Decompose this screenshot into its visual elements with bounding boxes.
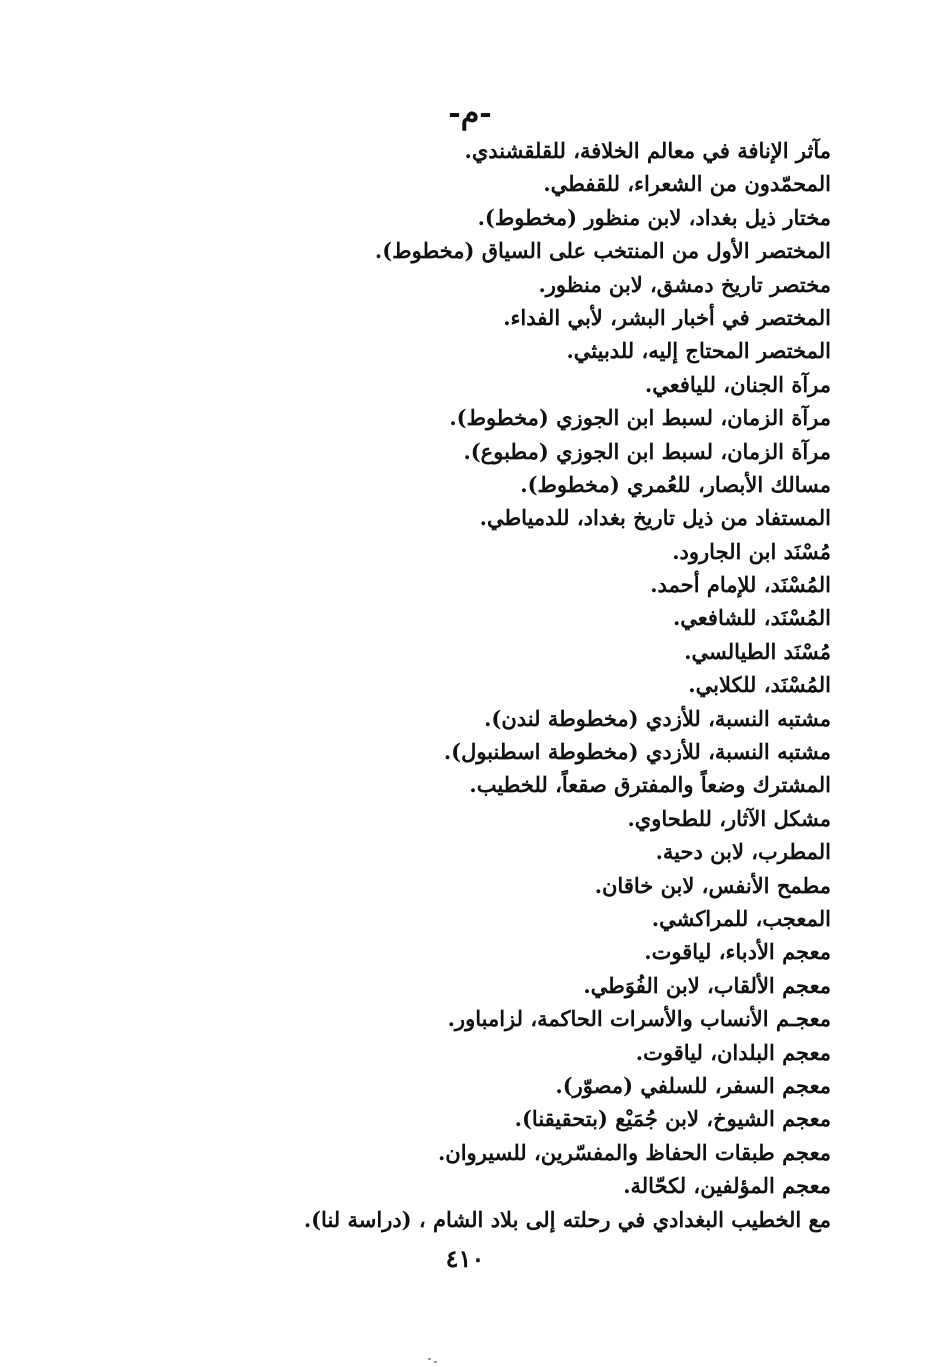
list-item: مع الخطيب البغدادي في رحلته إلى بلاد الشام ، (دراسة لنا).	[303, 1206, 831, 1232]
list-item: مشتبه النسبة، للأزدي (مخطوطة اسطنبول).	[443, 739, 831, 765]
list-item: مشتبه النسبة، للأزدي (مخطوطة لندن).	[484, 705, 831, 731]
list-item: المُسْنَد، للشافعي.	[672, 605, 831, 631]
list-item: مختار ذيل بغداد، لابن منظور (مخطوط).	[477, 204, 831, 230]
scan-speck	[428, 1358, 431, 1360]
list-item: معجم الألقاب، لابن الفُوَطي.	[583, 972, 831, 998]
list-item: المختصر المحتاج إليه، للدبيثي.	[566, 338, 831, 364]
list-item: المشترك وضعاً والمفترق صقعاً، للخطيب.	[469, 772, 831, 798]
list-item: مطمح الأنفس، لابن خاقان.	[594, 872, 831, 898]
list-item: مختصر تاريخ دمشق، لابن منظور.	[538, 271, 831, 297]
scan-speck	[434, 1361, 437, 1363]
list-item: مشكل الآثار، للطحاوي.	[627, 805, 831, 831]
list-item: مرآة الزمان، لسبط ابن الجوزي (مطبوع).	[463, 438, 831, 464]
list-item: معجم الأدباء، لياقوت.	[644, 939, 831, 965]
list-item: معجم البلدان، لياقوت.	[635, 1039, 831, 1065]
list-item: مرآة الزمان، لسبط ابن الجوزي (مخطوط).	[449, 405, 831, 431]
list-item: معجم المؤلفين، لكحّالة.	[623, 1173, 831, 1199]
list-item: المستفاد من ذيل تاريخ بغداد، للدمياطي.	[479, 505, 831, 531]
list-item: مآثر الإنافة في معالم الخلافة، للقلقشندي.	[464, 138, 831, 163]
list-item: معجم طبقات الحفاظ والمفسّرين، للسيروان.	[437, 1139, 831, 1165]
bibliography-list	[271, 134, 831, 1236]
page-number: ٤١٠	[445, 1244, 485, 1273]
list-item: المطرب، لابن دحية.	[655, 839, 831, 865]
list-item: المختصر الأول من المنتخب على السياق (مخطوط).	[374, 238, 831, 264]
list-item: مسالك الأبصار، للعُمري (مخطوط).	[520, 471, 831, 497]
list-item: المُسْنَد، للكلابي.	[688, 672, 831, 698]
list-item: المحمّدون من الشعراء، للقفطي.	[543, 171, 831, 197]
list-item: مُسْنَد الطيالسي.	[684, 638, 831, 664]
section-letter-heading: -م-	[448, 96, 492, 131]
list-item: المعجب، للمراكشي.	[651, 905, 831, 931]
list-item: معجم السفر، للسلفي (مصوّر).	[555, 1072, 831, 1098]
list-item: مُسْنَد ابن الجارود.	[672, 538, 831, 564]
list-item: معجم الشيوخ، لابن جُمَيْع (بتحقيقنا).	[514, 1106, 831, 1132]
list-item: المختصر في أخبار البشر، لأبي الفداء.	[503, 304, 831, 330]
list-item: معجـم الأنساب والأسرات الحاكمة، لزامباور.	[447, 1006, 831, 1032]
list-item: مرآة الجنان، لليافعي.	[644, 371, 831, 397]
list-item: المُسْنَد، للإمام أحمد.	[650, 572, 831, 598]
